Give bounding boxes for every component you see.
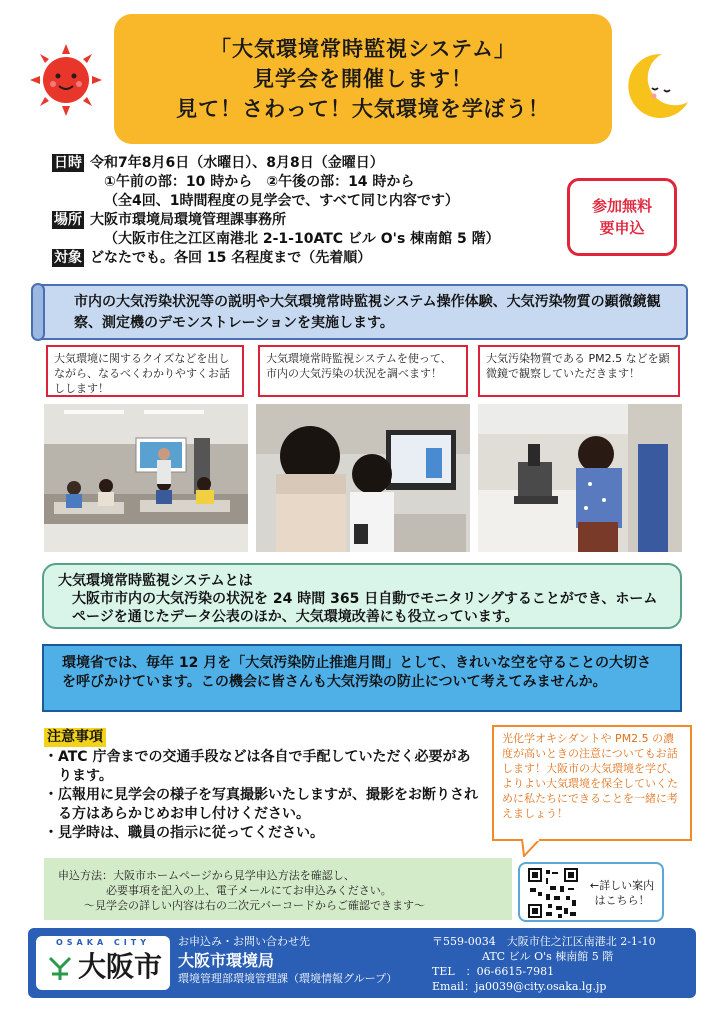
logo-small-text: OSAKA CITY (55, 938, 151, 947)
caption-quiz (46, 345, 244, 397)
notes-heading: 注意事項 (44, 728, 106, 747)
place-key: 場所 (54, 212, 82, 228)
tel: TEL ：06-6615-7981 (432, 965, 555, 978)
badge-line-1: 参加無料 (591, 197, 652, 215)
event-info (52, 154, 562, 268)
definition-body: 大阪市市内の大気汚染の状況を 24 時間 365 日自動でモニタリングすることができ、ホームページを通じたデータ公表のほか、大気環境改善にも役立っています。 (72, 591, 658, 625)
contact-label: お申込み・お問い合わせ先 (178, 935, 310, 948)
definition-title: 大気環境常時監視システムとは (58, 573, 253, 589)
title-line-3: 見て！さわって！大気環境を学ぼう！ (176, 97, 550, 121)
badge-line-2: 要申込 (599, 219, 645, 237)
bureau-name: 大阪市環境局 (178, 951, 275, 970)
free-admission-badge (567, 178, 677, 256)
qr-caption-line-1: ←詳しい案内 (589, 879, 655, 892)
contact-block (178, 934, 397, 987)
qr-code[interactable] (528, 868, 578, 918)
moon-icon (622, 50, 692, 120)
city-emblem-icon (46, 954, 74, 982)
title-banner (114, 14, 612, 144)
bubble-text: 光化学オキシダントや PM2.5 の濃度が高いときの注意についてもお話します！大阪市の大気環境を学び、よりよい大気環境を保全していくために私たちにできることを一緒に考えましょう！ (502, 732, 678, 820)
notes-section (44, 728, 484, 843)
overview-text: 市内の大気汚染状況等の説明や大気環境常時監視システム操作体験、大気汚染物質の顕微鏡観察、測定機のデモンストレーションを実施します。 (74, 294, 661, 331)
speech-bubble (492, 725, 692, 841)
campaign-box (42, 644, 682, 712)
definition-box (42, 563, 682, 629)
logo-text: 大阪市 (78, 950, 163, 983)
application-box (44, 858, 512, 920)
date-line-3: （全4回、1時間程度の見学会で、すべて同じ内容です） (104, 193, 459, 209)
address-line-2: ATC ビル O's 棟南館 5 階 (482, 950, 614, 963)
campaign-text: 環境省では、毎年 12 月を「大気汚染防止推進月間」として、きれいな空を守ることの大切さを呼びかけています。この機会に皆さんも大気汚染の防止について考えてみませんか。 (62, 655, 651, 690)
title-line-2: 見学会を開催します！ (253, 67, 473, 91)
caption-system (258, 345, 468, 397)
division-name: 環境管理部環境管理課（環境情報グループ） (178, 972, 398, 985)
footer (28, 928, 696, 998)
date-line-2: ①午前の部：10 時から ②午後の部：14 時から (104, 174, 415, 190)
note-item-3: ・見学時は、職員の指示に従ってください。 (44, 825, 324, 841)
place-line-2: （大阪市住之江区南港北 2-1-10ATC ビル O's 棟南館 5 階） (104, 231, 500, 247)
osaka-city-logo (36, 936, 170, 990)
email-link[interactable]: Email：ja0039@city.osaka.lg.jp (432, 980, 607, 993)
bubble-tail-icon (520, 839, 542, 857)
date-line-1: 令和7年8月6日（水曜日）、8月8日（金曜日） (90, 155, 384, 171)
target-line: どなたでも。各回 15 名程度まで（先着順） (90, 250, 372, 266)
date-key: 日時 (54, 155, 82, 171)
qr-caption-line-2: はこちら！ (594, 894, 650, 907)
caption-system-text: 大気環境常時監視システムを使って、市内の大気汚染の状況を調べます！ (266, 352, 452, 380)
target-key: 対象 (54, 250, 82, 266)
microscope-photo (478, 404, 682, 552)
caption-microscope (478, 345, 680, 397)
apply-line-2: 必要事項を記入の上、電子メールにてお申込みください。 (106, 884, 392, 897)
caption-microscope-text: 大気汚染物質である PM2.5 などを顕微鏡で観察していただきます！ (486, 352, 670, 380)
qr-caption (582, 878, 662, 908)
note-item-1: ・ATC 庁舎までの交通手段などは各自で手配していただく必要があります。 (44, 749, 471, 784)
caption-quiz-text: 大気環境に関するクイズなどを出しながら、なるべくわかりやすくお話しします！ (54, 352, 230, 395)
place-line-1: 大阪市環境局環境管理課事務所 (90, 212, 286, 228)
scroll-curl-icon (30, 282, 46, 342)
address-line-1: 〒559-0034 大阪市住之江区南港北 2-1-10 (432, 935, 656, 948)
sun-icon (30, 44, 102, 116)
classroom-photo (44, 404, 248, 552)
overview-banner (36, 284, 688, 340)
system-demo-photo (256, 404, 470, 552)
apply-line-3: ～見学会の詳しい内容は右の二次元バーコードからご確認できます～ (84, 899, 425, 912)
note-item-2: ・広報用に見学会の様子を写真撮影いたしますが、撮影をお断りされる方はあらかじめお申し付けください。 (44, 787, 478, 822)
title-line-1: 「大気環境常時監視システム」 (210, 37, 516, 61)
qr-link-box[interactable] (518, 862, 664, 922)
apply-line-1: 申込方法：大阪市ホームページから見学申込方法を確認し、 (58, 869, 355, 882)
address-block (432, 934, 656, 994)
